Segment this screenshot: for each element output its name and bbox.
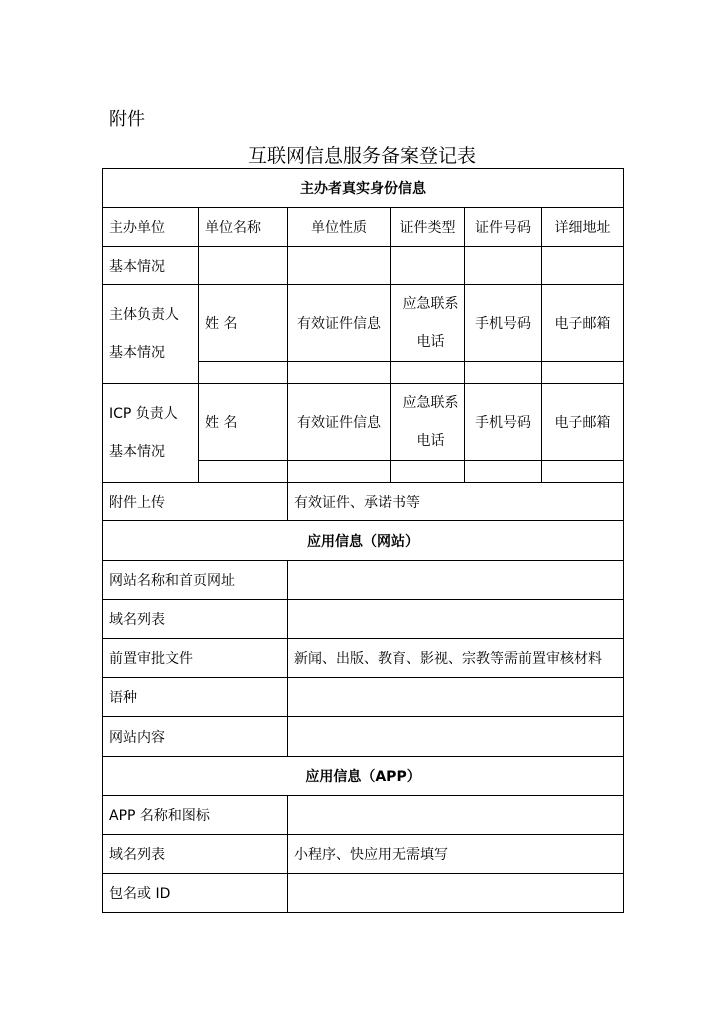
website-name-url-label: 网站名称和首页网址 xyxy=(103,561,288,600)
section-header-website: 应用信息（网站） xyxy=(103,521,624,561)
website-name-url-field[interactable] xyxy=(288,561,624,600)
principal-cert-field[interactable] xyxy=(288,362,391,384)
registration-form-table xyxy=(102,168,624,913)
col-cert-type: 证件类型 xyxy=(391,208,465,247)
principal-phone-line2: 电话 xyxy=(416,334,445,350)
table-row xyxy=(103,561,624,600)
icp-phone-label xyxy=(391,384,465,461)
icp-phone-line2: 电话 xyxy=(416,433,445,449)
attachment-upload-label: 附件上传 xyxy=(103,483,288,521)
app-domain-list-field[interactable]: 小程序、快应用无需填写 xyxy=(288,835,624,874)
section-header-row xyxy=(103,521,624,561)
principal-label-line2: 基本情况 xyxy=(109,345,165,361)
principal-mobile-label: 手机号码 xyxy=(465,285,542,362)
website-content-field[interactable] xyxy=(288,717,624,757)
table-row xyxy=(103,285,624,362)
icp-cert-label: 有效证件信息 xyxy=(288,384,391,461)
icp-mobile-field[interactable] xyxy=(465,461,542,483)
icp-name-field[interactable] xyxy=(199,461,288,483)
table-row xyxy=(103,483,624,521)
icp-cert-field[interactable] xyxy=(288,461,391,483)
icp-email-field[interactable] xyxy=(542,461,624,483)
cert-number-field[interactable] xyxy=(465,247,542,285)
principal-label-line1: 主体负责人 xyxy=(109,307,179,323)
attachment-label: 附件 xyxy=(109,109,145,130)
package-id-field[interactable] xyxy=(288,874,624,913)
principal-phone-field[interactable] xyxy=(391,362,465,384)
table-row xyxy=(103,208,624,247)
principal-mobile-field[interactable] xyxy=(465,362,542,384)
attachment-upload-value[interactable]: 有效证件、承诺书等 xyxy=(288,483,624,521)
icp-phone-line1: 应急联系 xyxy=(402,395,459,411)
unit-name-field[interactable] xyxy=(199,247,288,285)
pre-approval-field[interactable]: 新闻、出版、教育、影视、宗教等需前置审核材料 xyxy=(288,639,624,678)
app-name-icon-field[interactable] xyxy=(288,796,624,835)
icp-mobile-label: 手机号码 xyxy=(465,384,542,461)
principal-email-label: 电子邮箱 xyxy=(542,285,624,362)
section-header-row xyxy=(103,169,624,208)
table-row xyxy=(103,835,624,874)
icp-name-label: 姓 名 xyxy=(199,384,288,461)
table-row xyxy=(103,384,624,461)
section-header-app: 应用信息（APP） xyxy=(103,757,624,796)
col-unit-nature: 单位性质 xyxy=(288,208,391,247)
package-id-label: 包名或 ID xyxy=(103,874,288,913)
app-name-icon-label: APP 名称和图标 xyxy=(103,796,288,835)
icp-label-line2: 基本情况 xyxy=(109,444,165,460)
col-unit-name: 单位名称 xyxy=(199,208,288,247)
pre-approval-label: 前置审批文件 xyxy=(103,639,288,678)
section-header-sponsor: 主办者真实身份信息 xyxy=(103,169,624,208)
table-row xyxy=(103,600,624,639)
app-domain-list-label: 域名列表 xyxy=(103,835,288,874)
icp-label xyxy=(103,384,199,483)
address-field[interactable] xyxy=(542,247,624,285)
principal-name-field[interactable] xyxy=(199,362,288,384)
principal-phone-label xyxy=(391,285,465,362)
language-label: 语种 xyxy=(103,678,288,717)
table-row xyxy=(103,678,624,717)
icp-email-label: 电子邮箱 xyxy=(542,384,624,461)
cert-type-field[interactable] xyxy=(391,247,465,285)
table-row xyxy=(103,796,624,835)
principal-label xyxy=(103,285,199,384)
sponsor-unit-label-2: 基本情况 xyxy=(103,247,199,285)
form-title: 互联网信息服务备案登记表 xyxy=(247,145,476,167)
col-cert-number: 证件号码 xyxy=(465,208,542,247)
website-domain-list-field[interactable] xyxy=(288,600,624,639)
icp-label-line1: ICP 负责人 xyxy=(109,406,178,422)
language-field[interactable] xyxy=(288,678,624,717)
icp-phone-field[interactable] xyxy=(391,461,465,483)
website-domain-list-label: 域名列表 xyxy=(103,600,288,639)
website-content-label: 网站内容 xyxy=(103,717,288,757)
principal-email-field[interactable] xyxy=(542,362,624,384)
principal-phone-line1: 应急联系 xyxy=(402,296,459,312)
unit-nature-field[interactable] xyxy=(288,247,391,285)
table-row xyxy=(103,247,624,285)
section-header-row xyxy=(103,757,624,796)
table-row xyxy=(103,717,624,757)
principal-name-label: 姓 名 xyxy=(199,285,288,362)
principal-cert-label: 有效证件信息 xyxy=(288,285,391,362)
table-row xyxy=(103,639,624,678)
table-row xyxy=(103,874,624,913)
col-address: 详细地址 xyxy=(542,208,624,247)
sponsor-unit-label: 主办单位 xyxy=(103,208,199,247)
